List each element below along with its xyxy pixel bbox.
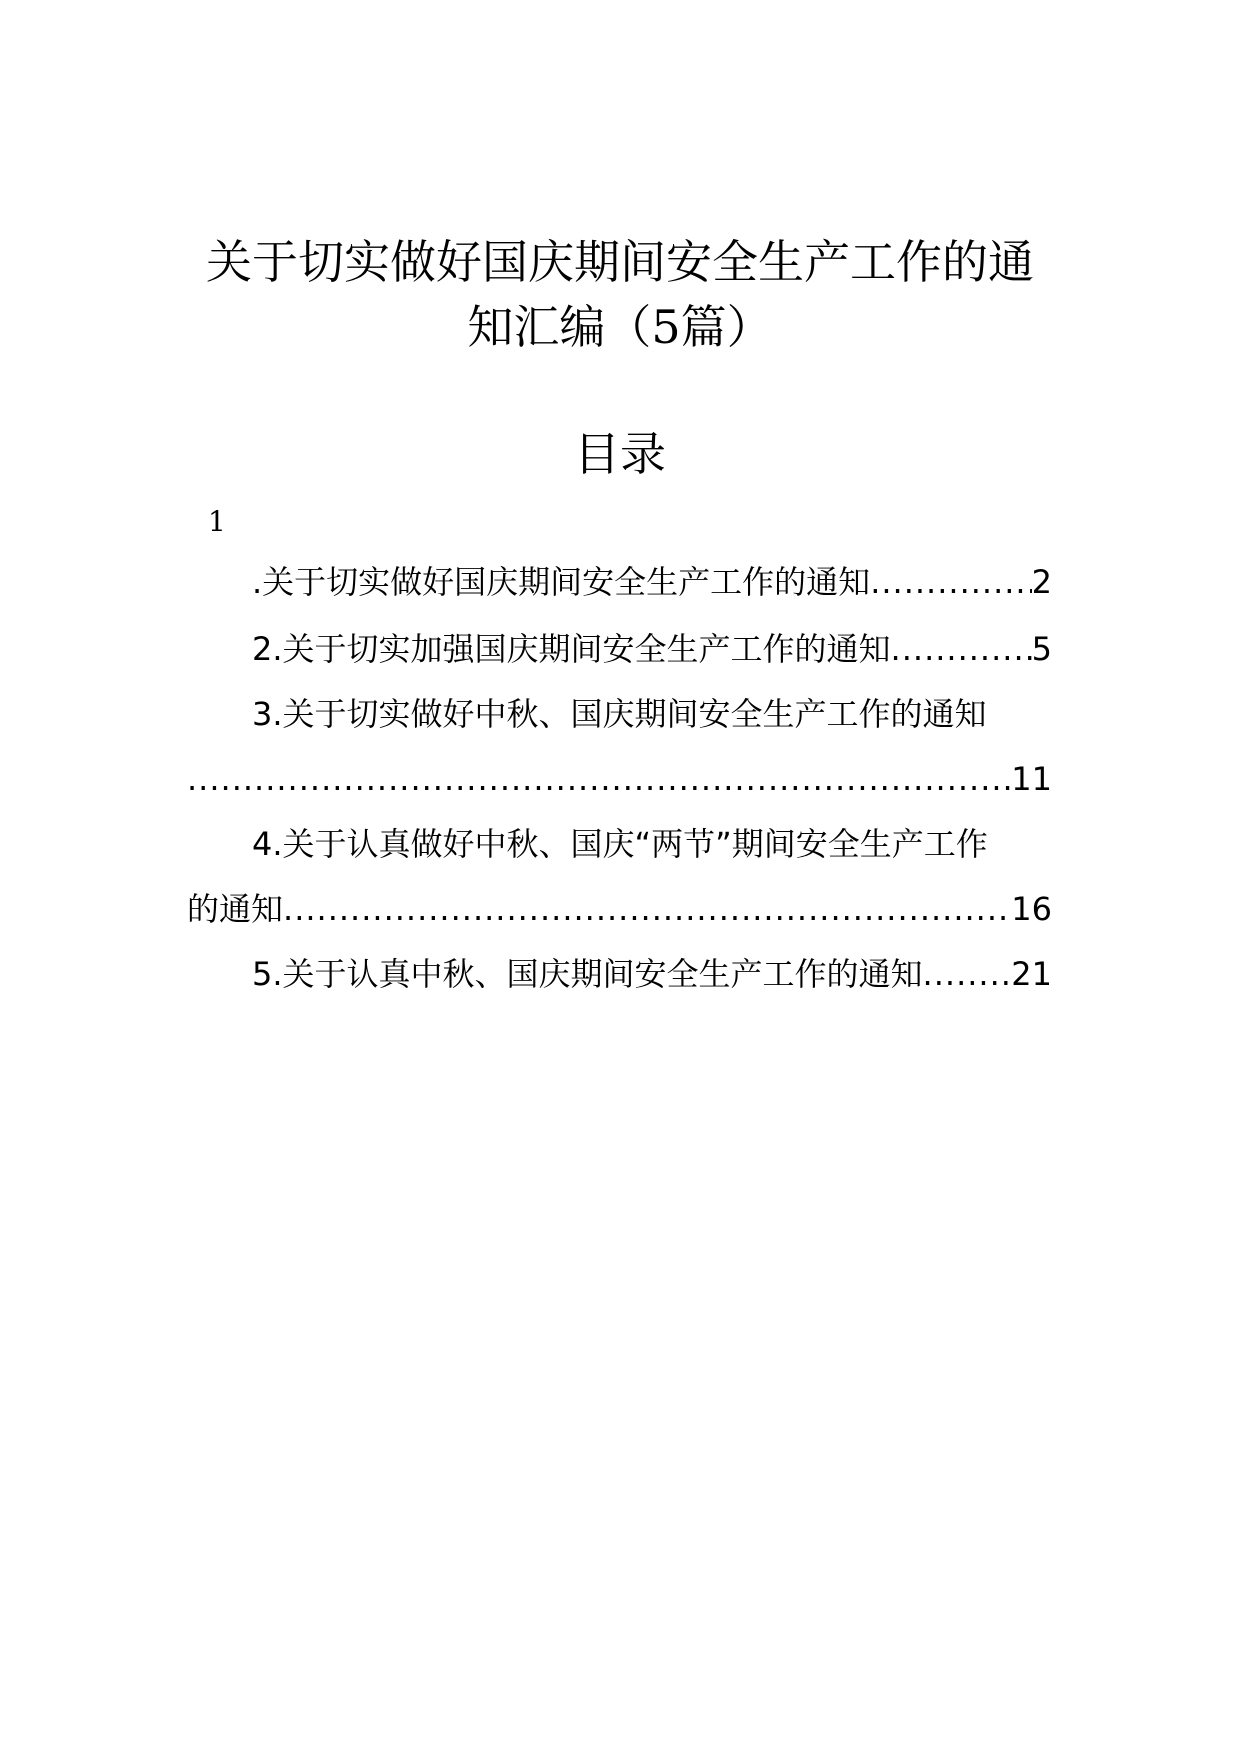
toc-entry-continuation: 的通知	[187, 890, 284, 928]
toc-entry-1[interactable]	[252, 560, 1052, 604]
toc-entry-title: .关于切实做好国庆期间安全生产工作的通知	[252, 563, 871, 601]
toc-entry-title: 2.关于切实加强国庆期间安全生产工作的通知	[252, 630, 891, 668]
toc-entry-title: 5.关于认真中秋、国庆期间安全生产工作的通知	[252, 955, 923, 993]
toc-leader-dots	[923, 952, 1012, 996]
document-title-line-1: 关于切实做好国庆期间安全生产工作的通	[206, 235, 1034, 289]
toc-entry-3-continuation[interactable]	[187, 757, 1052, 801]
toc-entry-title: 3.关于切实做好中秋、国庆期间安全生产工作的通知	[252, 695, 987, 733]
toc-leader-dots	[891, 627, 1032, 671]
document-title-line-2	[180, 292, 1060, 362]
toc-entry-page: 11	[1011, 760, 1052, 798]
toc-entry-page: 21	[1011, 955, 1052, 993]
toc-entry-page: 5	[1031, 630, 1052, 668]
toc-entry-title: 4.关于认真做好中秋、国庆“两节”期间安全生产工作	[252, 825, 988, 863]
toc-entry-2[interactable]	[252, 627, 1052, 671]
toc-entry-page: 2	[1031, 563, 1052, 601]
toc-leader-dots	[187, 757, 1011, 801]
toc-leader-dots	[283, 887, 1011, 931]
toc-entry-4-continuation[interactable]	[187, 887, 1052, 931]
toc-entry-3[interactable]	[252, 692, 1052, 736]
title-count: 5	[651, 300, 681, 354]
toc-heading: 目录	[574, 427, 666, 481]
toc-entry-5[interactable]	[252, 952, 1052, 996]
toc-entry-page: 16	[1011, 890, 1052, 928]
page-number-marker: 1	[208, 505, 226, 538]
toc-leader-dots	[870, 560, 1031, 604]
title-suffix: 篇）	[680, 300, 773, 354]
toc-entry-4[interactable]	[252, 822, 1052, 866]
title-prefix: 知汇编（	[467, 300, 652, 354]
